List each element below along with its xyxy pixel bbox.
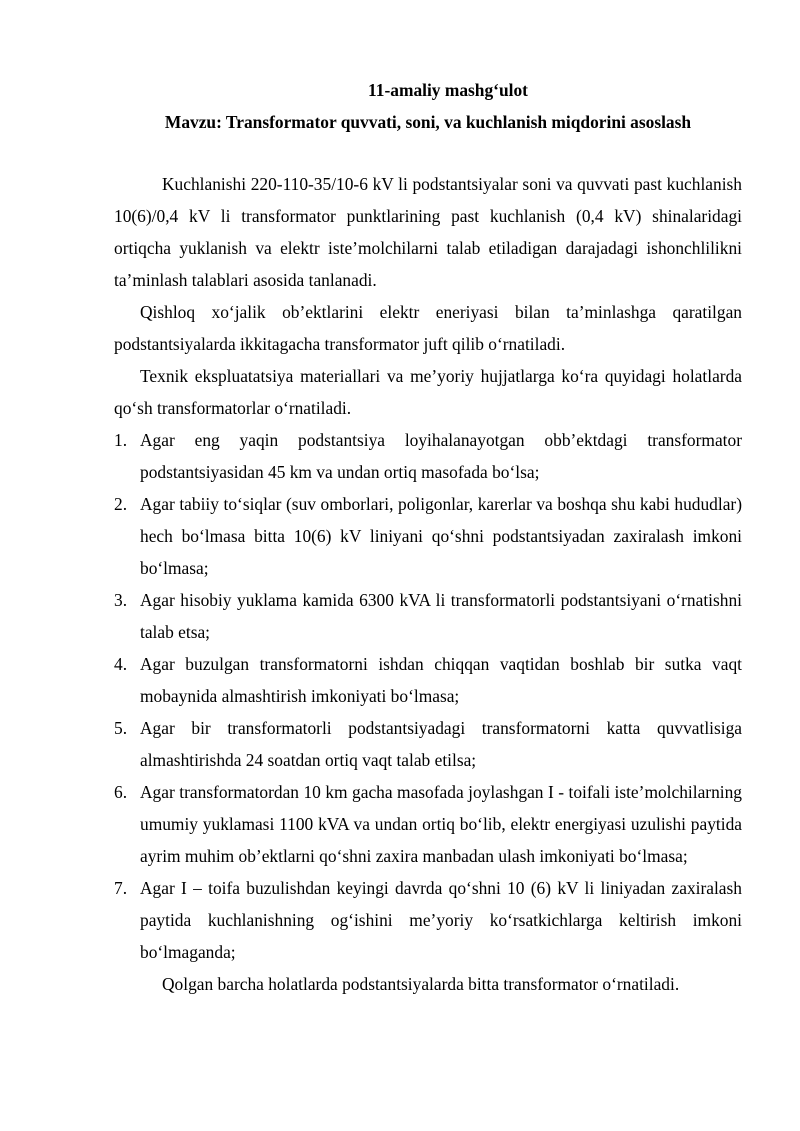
page-subtitle: Mavzu: Transformator quvvati, soni, va kuchlanish miqdorini asoslash bbox=[164, 112, 692, 132]
paragraph-closing: Qolgan barcha holatlarda podstantsiyalarda bitta transformator o‘rnatiladi. bbox=[162, 974, 680, 994]
list-text: Agar transformatordan 10 km gacha masofada joylashgan I - toifali iste’molchilarning umumiy yuklamasi 1100 kVA va undan ortiq bo‘lib, elektr energiyasi uzulishi paytida ayrim muhim ob’ektlarni qo‘shni zaxira manbadan ulash imkoniyati bo‘lmasa; bbox=[140, 782, 742, 866]
list-number: 1. bbox=[114, 430, 128, 450]
list-text: Agar tabiiy to‘siqlar (suv omborlari, poligonlar, karerlar va boshqa shu kabi hududlar) hech bo‘lmasa bitta 10(6) kV liniyani qo‘shni podstantsiyadan zaxiralash imkoni bo‘lmasa; bbox=[140, 494, 742, 578]
page-title: 11-amaliy mashg‘ulot bbox=[368, 80, 528, 100]
list-text: Agar buzulgan transformatorni ishdan chiqqan vaqtidan boshlab bir sutka vaqt mobaynida almashtirish imkoniyati bo‘lmasa; bbox=[140, 654, 742, 706]
paragraph-technical: Texnik ekspluatatsiya materiallari va me’yoriy hujjatlarga ko‘ra quyidagi holatlarda qo‘sh transformatorlar o‘rnatiladi. bbox=[114, 366, 742, 418]
list-item bbox=[114, 424, 742, 488]
list-number: 3. bbox=[114, 590, 128, 610]
list-number: 2. bbox=[114, 494, 128, 514]
list-item bbox=[114, 712, 742, 776]
list-text: Agar I – toifa buzulishdan keyingi davrda qo‘shni 10 (6) kV li liniyadan zaxiralash paytida kuchlanishning og‘ishini me’yoriy ko‘rsatkichlarga keltirish imkoni bo‘lmaganda; bbox=[140, 878, 742, 962]
list-number: 6. bbox=[114, 782, 128, 802]
list-item bbox=[114, 488, 742, 584]
conditions-list bbox=[114, 424, 742, 968]
list-item bbox=[114, 872, 742, 968]
list-number: 5. bbox=[114, 718, 128, 738]
list-item bbox=[114, 584, 742, 648]
list-text: Agar bir transformatorli podstantsiyadagi transformatorni katta quvvatlisiga almashtirishda 24 soatdan ortiq vaqt talab etilsa; bbox=[140, 718, 742, 770]
list-number: 4. bbox=[114, 654, 128, 674]
list-item bbox=[114, 648, 742, 712]
list-text: Agar eng yaqin podstantsiya loyihalanayotgan obb’ektdagi transformator podstantsiyasidan 45 km va undan ortiq masofada bo‘lsa; bbox=[140, 430, 742, 482]
list-text: Agar hisobiy yuklama kamida 6300 kVA li transformatorli podstantsiyani o‘rnatishni talab etsa; bbox=[140, 590, 742, 642]
paragraph-intro: Kuchlanishi 220-110-35/10-6 kV li podstantsiyalar soni va quvvati past kuchlanish 10(6)/0,4 kV li transformator punktlarining past kuchlanish (0,4 kV) shinalaridagi ortiqcha yuklanish va elektr iste’molchilarni talab etiladigan darajadagi ishonchlilikni ta’minlash talablari asosida tanlanadi. bbox=[114, 174, 742, 290]
list-item bbox=[114, 776, 742, 872]
paragraph-rural: Qishloq xo‘jalik ob’ektlarini elektr eneriyasi bilan ta’minlashga qaratilgan podstantsiyalarda ikkitagacha transformator juft qilib o‘rnatiladi. bbox=[114, 302, 742, 354]
list-number: 7. bbox=[114, 878, 128, 898]
